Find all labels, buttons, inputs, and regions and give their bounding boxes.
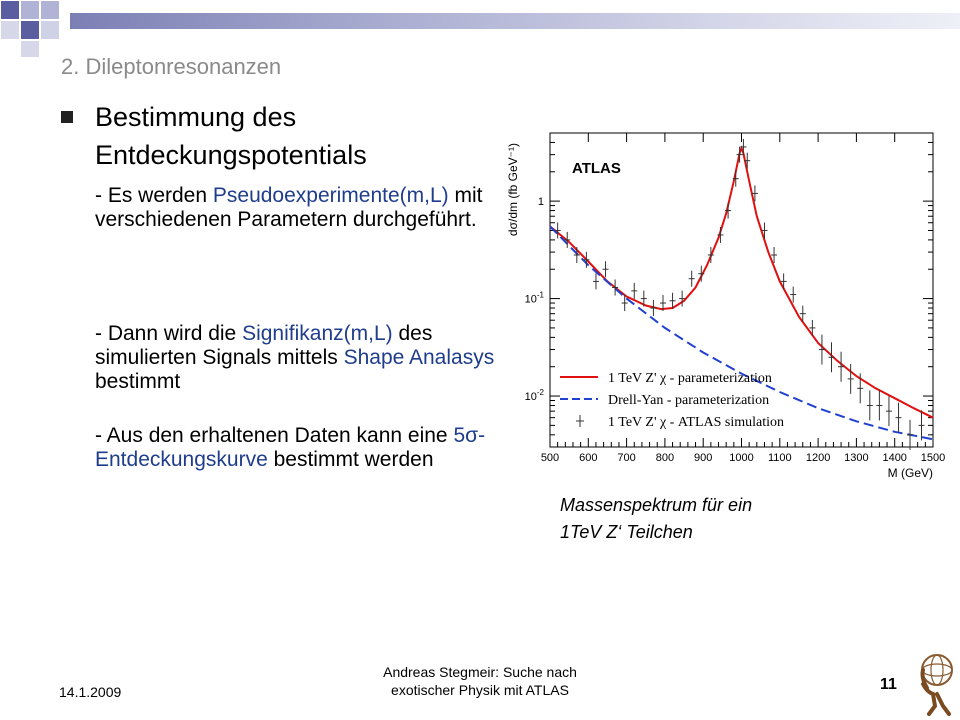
p3-text-a: - Aus den erhaltenen Daten kann eine	[95, 424, 454, 447]
p2-text-c: des simulierten Signals mittels	[95, 322, 433, 369]
corner-decoration	[0, 0, 80, 60]
bullet-heading-line2: Entdeckungspotentials	[95, 140, 367, 170]
y-axis-label: dσ/dm (fb GeV⁻¹)	[506, 143, 520, 237]
section-title: 2. Dileptonresonanzen	[61, 54, 282, 79]
x-tick-label: 1000	[729, 452, 754, 464]
legend-entry-label: 1 TeV Z' χ - parameterization	[608, 371, 772, 386]
x-tick-label: 500	[540, 452, 560, 464]
p1-highlight: Pseudoexperimente(m,L)	[212, 184, 449, 207]
header-bar	[70, 13, 960, 29]
chart-title: ATLAS	[572, 160, 621, 177]
y-tick-label: $10^{-2}$	[524, 388, 544, 404]
legend-entry-label: 1 TeV Z' χ - ATLAS simulation	[608, 415, 785, 430]
p1-text-a: - Es werden	[95, 184, 213, 207]
x-tick-label: 1200	[805, 452, 831, 464]
footer-author	[340, 663, 620, 699]
p3-highlight: 5σ-Entdeckungskurve	[95, 424, 486, 471]
y-tick-exponent: -1	[536, 290, 544, 300]
paragraph-pseudoexperiments	[95, 184, 495, 232]
bullet-heading-line1: Bestimmung des	[95, 102, 297, 132]
y-tick-label: $10^{-1}$	[524, 290, 544, 306]
p2-highlight-significance: Signifikanz(m,L)	[242, 322, 393, 345]
x-tick-label: 1400	[882, 452, 907, 464]
footer-date: 14.1.2009	[59, 684, 122, 700]
paragraph-discovery-curve	[95, 424, 495, 472]
x-axis-label: M (GeV)	[887, 466, 933, 480]
y-tick-label: 1	[537, 196, 544, 209]
p1-text-c: mit verschiedenen Parametern durchgeführt.	[95, 184, 483, 231]
p3-text-c: bestimmt werden	[267, 448, 434, 471]
y-tick-exponent: -2	[536, 388, 544, 398]
legend-entry-label: Drell-Yan - parameterization	[608, 393, 770, 408]
x-tick-label: 1300	[844, 452, 869, 464]
paragraph-significance	[95, 322, 495, 394]
p2-highlight-shape: Shape Analasys	[343, 346, 495, 369]
bullet-square-icon	[61, 111, 73, 123]
page-number: 11	[880, 676, 897, 693]
caption-line2: 1TeV Z‘ Teilchen	[560, 522, 693, 542]
caption-line1: Massenspektrum für ein	[560, 495, 753, 515]
atlas-figure-icon	[913, 648, 957, 716]
x-tick-label: 600	[579, 452, 598, 464]
footer-author-line2: exotischer Physik mit ATLAS	[391, 682, 569, 698]
x-tick-label: 700	[617, 452, 636, 464]
x-tick-label: 900	[694, 452, 713, 464]
x-tick-label: 800	[655, 452, 675, 464]
x-tick-label: 1100	[767, 452, 792, 464]
mass-spectrum-chart	[505, 125, 945, 485]
figure-caption	[560, 492, 860, 546]
footer-author-line1: Andreas Stegmeir: Suche nach	[383, 664, 577, 680]
p2-text-e: bestimmt	[95, 370, 181, 393]
p2-text-a: - Dann wird die	[95, 322, 243, 345]
x-tick-label: 1500	[920, 452, 945, 464]
bullet-heading	[95, 98, 495, 174]
